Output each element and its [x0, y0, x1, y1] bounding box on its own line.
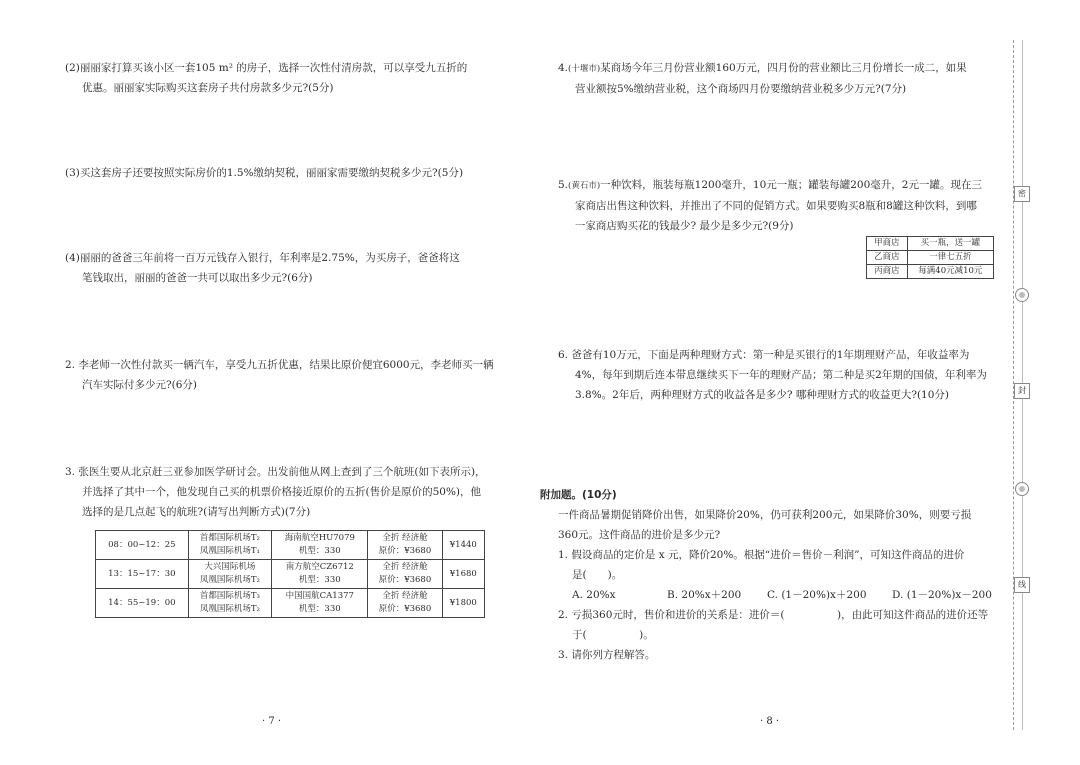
flight-model: 机型：330: [298, 546, 341, 556]
flight-info: [272, 560, 368, 589]
right-page: [540, 0, 1010, 765]
question-source: (黄石市): [568, 181, 601, 191]
airport-arrival: 凤凰国际机场T₂: [199, 575, 260, 585]
flight-airports: [188, 560, 272, 589]
flight-price: ¥1440: [442, 531, 484, 560]
question-4: [558, 58, 967, 99]
flight-cabin: 全折 经济舱: [382, 591, 428, 601]
question-text: 笔钱取出，丽丽的爸爸一共可以取出多少元?(6分): [82, 272, 313, 284]
question-text: 360元。这件商品的进价是多少元?: [558, 529, 721, 541]
question-number: 4.: [558, 62, 569, 74]
shop-offer: 一律七五折: [907, 251, 993, 265]
question-2-3: [65, 163, 463, 183]
question-3: [65, 462, 486, 522]
question-2: [65, 355, 494, 395]
flight-cabin: 全折 经济舱: [382, 562, 428, 572]
option-c: C. (1－20%)x＋200: [767, 589, 867, 601]
table-row: [96, 589, 485, 618]
question-text: 3. 张医生要从北京赶三亚参加医学研讨会。出发前他从网上查到了三个航班(如下表所示)，: [65, 466, 486, 478]
question-body: 某商场今年三月份营业额160万元，四月份的营业额比三月份增长一成二，如果: [600, 62, 967, 74]
flight-time: 14：55~19：00: [96, 589, 189, 618]
sub-question-3: 3. 请你列方程解答。: [558, 649, 656, 661]
binding-mark: 线: [1014, 577, 1030, 593]
table-row: [867, 237, 994, 251]
option-d: D. (1－20%)x－200: [892, 589, 992, 601]
flight-original-price: 原价：¥3680: [378, 604, 432, 614]
binding-mark: 密: [1014, 186, 1030, 202]
question-text: 家商店出售这种饮料，并推出了不同的促销方式。如果要购买8瓶和8罐这种饮料，到哪: [575, 200, 977, 212]
shop-name: 丙商店: [867, 265, 908, 279]
question-number: 5.: [558, 179, 569, 191]
question-text: 4%，每年到期后连本带息继续买下一年的理财产品；第二种是买2年期的国债，年利率为: [575, 369, 987, 381]
sub-question-2-cont: 于( )。: [572, 629, 654, 641]
binding-strip: [1010, 0, 1080, 765]
table-row: [96, 531, 485, 560]
question-text: 3.8%。2年后，两种理财方式的收益各是多少? 哪种理财方式的收益更大?(10分): [575, 389, 950, 401]
flight-time: 13：15~17：30: [96, 560, 189, 589]
binding-hole-icon: [1015, 288, 1029, 302]
airport-departure: 首都国际机场T₂: [199, 533, 260, 543]
flight-fare: [368, 531, 442, 560]
flight-airline: 南方航空CZ6712: [285, 562, 354, 572]
question-text: [558, 58, 967, 79]
flight-airline: 中国国航CA1377: [285, 591, 354, 601]
flight-model: 机型：330: [298, 604, 341, 614]
flight-original-price: 原价：¥3680: [378, 546, 432, 556]
page-number: · 7 ·: [262, 716, 282, 727]
question-text: 一件商品暑期促销降价出售，如果降价20%，仍可获利200元，如果降价30%，则要亏损: [558, 509, 972, 521]
question-body: 一种饮料，瓶装每瓶1200毫升，10元一瓶；罐装每罐200毫升，2元一罐。现在三: [600, 179, 982, 191]
option-a: A. 20%x: [572, 589, 616, 601]
shop-offer: 买一瓶，送一罐: [907, 237, 993, 251]
flight-airports: [188, 531, 272, 560]
binding-hole-icon: [1015, 482, 1029, 496]
question-text: 一家商店购买花的钱最少? 最少是多少元?(9分): [575, 220, 794, 232]
flight-info: [272, 589, 368, 618]
airport-arrival: 凤凰国际机场T₂: [199, 604, 260, 614]
flight-model: 机型：330: [298, 575, 341, 585]
flight-info: [272, 531, 368, 560]
airport-departure: 首都国际机场T₃: [199, 591, 260, 601]
sub-question-2: 2. 亏损360元时，售价和进价的关系是：进价＝( )，由此可知这件商品的进价还等: [558, 609, 989, 621]
question-text: 6. 爸爸有10万元，下面是两种理财方式：第一种是买银行的1年期理财产品，年收益率为: [558, 349, 970, 361]
flight-price: ¥1800: [442, 589, 484, 618]
flight-price: ¥1680: [442, 560, 484, 589]
question-text: 营业额按5%缴纳营业税，这个商场四月份要缴纳营业税多少万元?(7分): [575, 83, 907, 95]
flight-airports: [188, 589, 272, 618]
binding-mark: 封: [1014, 383, 1030, 399]
airport-departure: 大兴国际机场: [204, 562, 256, 572]
flights-table: [95, 530, 485, 618]
question-text: (2)丽丽家打算买该小区一套105 m² 的房子，选择一次性付清房款，可以享受九五折的: [65, 62, 468, 74]
flight-original-price: 原价：¥3680: [378, 575, 432, 585]
page-number: · 8 ·: [760, 716, 780, 727]
flight-cabin: 全折 经济舱: [382, 533, 428, 543]
answer-options: [540, 585, 992, 605]
question-text: 并选择了其中一个，他发现自己买的机票价格接近原价的五折(售价是原价的50%)，他: [82, 486, 482, 498]
question-text: 汽车实际付多少元?(6分): [82, 379, 198, 391]
promotion-table: [866, 236, 994, 279]
question-2-4: [65, 248, 460, 288]
shop-name: 乙商店: [867, 251, 908, 265]
table-row: [867, 265, 994, 279]
question-text: [558, 175, 982, 196]
question-source: (十堰市): [568, 64, 601, 74]
flight-fare: [368, 589, 442, 618]
sub-question-1: 1. 假设商品的定价是 x 元，降价20%。根据“进价＝售价－利润”，可知这件商品的进价: [558, 549, 965, 561]
question-2-2: [65, 58, 467, 98]
question-5: [558, 175, 982, 236]
shop-offer: 每满40元减10元: [907, 265, 993, 279]
bonus-title: 附加题。(10分): [540, 489, 617, 501]
sub-question-1-cont: 是( )。: [572, 569, 623, 581]
flight-time: 08：00~12：25: [96, 531, 189, 560]
table-row: [96, 560, 485, 589]
table-row: [867, 251, 994, 265]
question-6: [558, 345, 987, 405]
flight-airline: 海南航空HU7079: [284, 533, 355, 543]
flight-fare: [368, 560, 442, 589]
airport-arrival: 凤凰国际机场T₁: [199, 546, 260, 556]
question-text: (4)丽丽的爸爸三年前将一百万元钱存入银行，年利率是2.75%，为买房子，爸爸将这: [65, 252, 460, 264]
question-text: (3)买这套房子还要按照实际房价的1.5%缴纳契税，丽丽家需要缴纳契税多少元?(5分): [65, 167, 464, 179]
question-text: 优惠。丽丽家实际购买这套房子共付房款多少元?(5分): [82, 82, 334, 94]
question-text: 2. 李老师一次性付款买一辆汽车，享受九五折优惠，结果比原价便宜6000元，李老师买一辆: [65, 359, 494, 371]
question-text: 选择的是几点起飞的航班?(请写出判断方式)(7分): [82, 506, 311, 518]
option-b: B. 20%x＋200: [667, 589, 742, 601]
bonus-question: [540, 485, 992, 665]
shop-name: 甲商店: [867, 237, 908, 251]
